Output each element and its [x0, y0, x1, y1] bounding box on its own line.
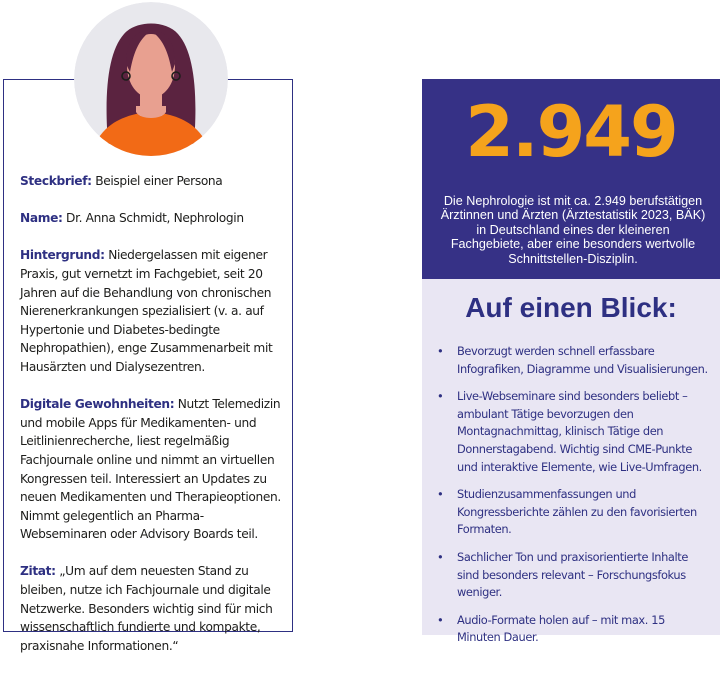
list-item	[436, 549, 708, 602]
list-item	[436, 612, 708, 647]
list-item-text: Sachlicher Ton und praxisorientierte Inhalte sind besonders relevant – Forschungsfokus weniger.	[457, 549, 688, 600]
name-label: Name:	[20, 211, 63, 226]
background-label: Hintergrund:	[20, 248, 105, 263]
bullet-icon: •	[437, 344, 444, 358]
list-item-text: Audio-Formate holen auf – mit max. 15 Minuten Dauer.	[457, 612, 665, 645]
digital-habits-value: Nutzt Telemedizin und mobile Apps für Medikamenten- und Leitlinienrecherche, liest regelmäßig Fachjournale online und nimmt an virtuellen Kongressen teil. Interessiert an Updates zu neuen Medikamenten und Therapieoptionen. Nimmt gelegentlich an Pharma-Webseminaren oder Advisory Boards teil.	[20, 397, 281, 542]
profile-digital-habits	[20, 395, 282, 544]
name-value: Dr. Anna Schmidt, Nephrologin	[66, 211, 244, 226]
digital-habits-label: Digitale Gewohnheiten:	[20, 397, 175, 412]
quote-label: Zitat:	[20, 564, 56, 579]
stat-description: Die Nephrologie ist mit ca. 2.949 berufstätigen Ärztinnen und Ärzten (Ärztestatistik 2023, BÄK) in Deutschland eines der kleineren Fachgebiete, aber eine besonders wertvolle Schnittstellen-Disziplin.	[440, 194, 706, 266]
quote-value: „Um auf dem neuesten Stand zu bleiben, nutze ich Fachjournale und digitale Netzwerke. Besonders wichtig sind für mich wissenschaftlich fundierte und kompakte, praxisnahe Informationen.“	[20, 564, 273, 653]
profile-quote	[20, 562, 282, 655]
at-a-glance-list	[436, 343, 708, 657]
bullet-icon: •	[437, 389, 444, 404]
list-item-text: Live-Webseminare sind besonders beliebt – ambulant Tätige bevorzugen den Montagnachmittag, klinisch Tätige den Donnerstagabend. Wichtig sind CME-Punkte und interaktive Elemente, wie Live-Umfragen.	[457, 389, 702, 474]
list-item-text: Studienzusammenfassungen und Kongressberichte zählen zu den favorisierten Formaten.	[457, 487, 697, 537]
persona-avatar	[74, 2, 228, 156]
big-stat-number: 2.949	[465, 91, 677, 173]
at-a-glance-box	[422, 279, 720, 645]
stat-box	[422, 79, 720, 279]
background-value: Niedergelassen mit eigener Praxis, gut vernetzt im Fachgebiet, seit 20 Jahren auf die Behandlung von chronischen Nierenerkrankungen spezialisiert (v. a. auf Hypertonie und Diabetes-bedingte Nephropathien), enge Zusammenarbeit mit Hausärzten und Dialysezentren.	[20, 248, 273, 374]
bullet-icon: •	[437, 549, 444, 564]
at-a-glance-title: Auf einen Blick:	[465, 292, 677, 323]
profile-steckbrief	[20, 172, 282, 191]
list-item-text: Bevorzugt werden schnell erfassbare Infografiken, Diagramme und Visualisierungen.	[457, 344, 708, 376]
bullet-icon: •	[437, 612, 444, 627]
list-item	[436, 343, 708, 378]
steckbrief-label: Steckbrief:	[20, 174, 92, 188]
profile-background	[20, 246, 282, 376]
bullet-icon: •	[437, 487, 444, 502]
persona-profile	[20, 172, 282, 674]
profile-name	[20, 209, 282, 228]
list-item	[436, 388, 708, 476]
list-item	[436, 486, 708, 539]
steckbrief-value: Beispiel einer Persona	[95, 174, 223, 188]
avatar-illustration	[74, 2, 228, 156]
